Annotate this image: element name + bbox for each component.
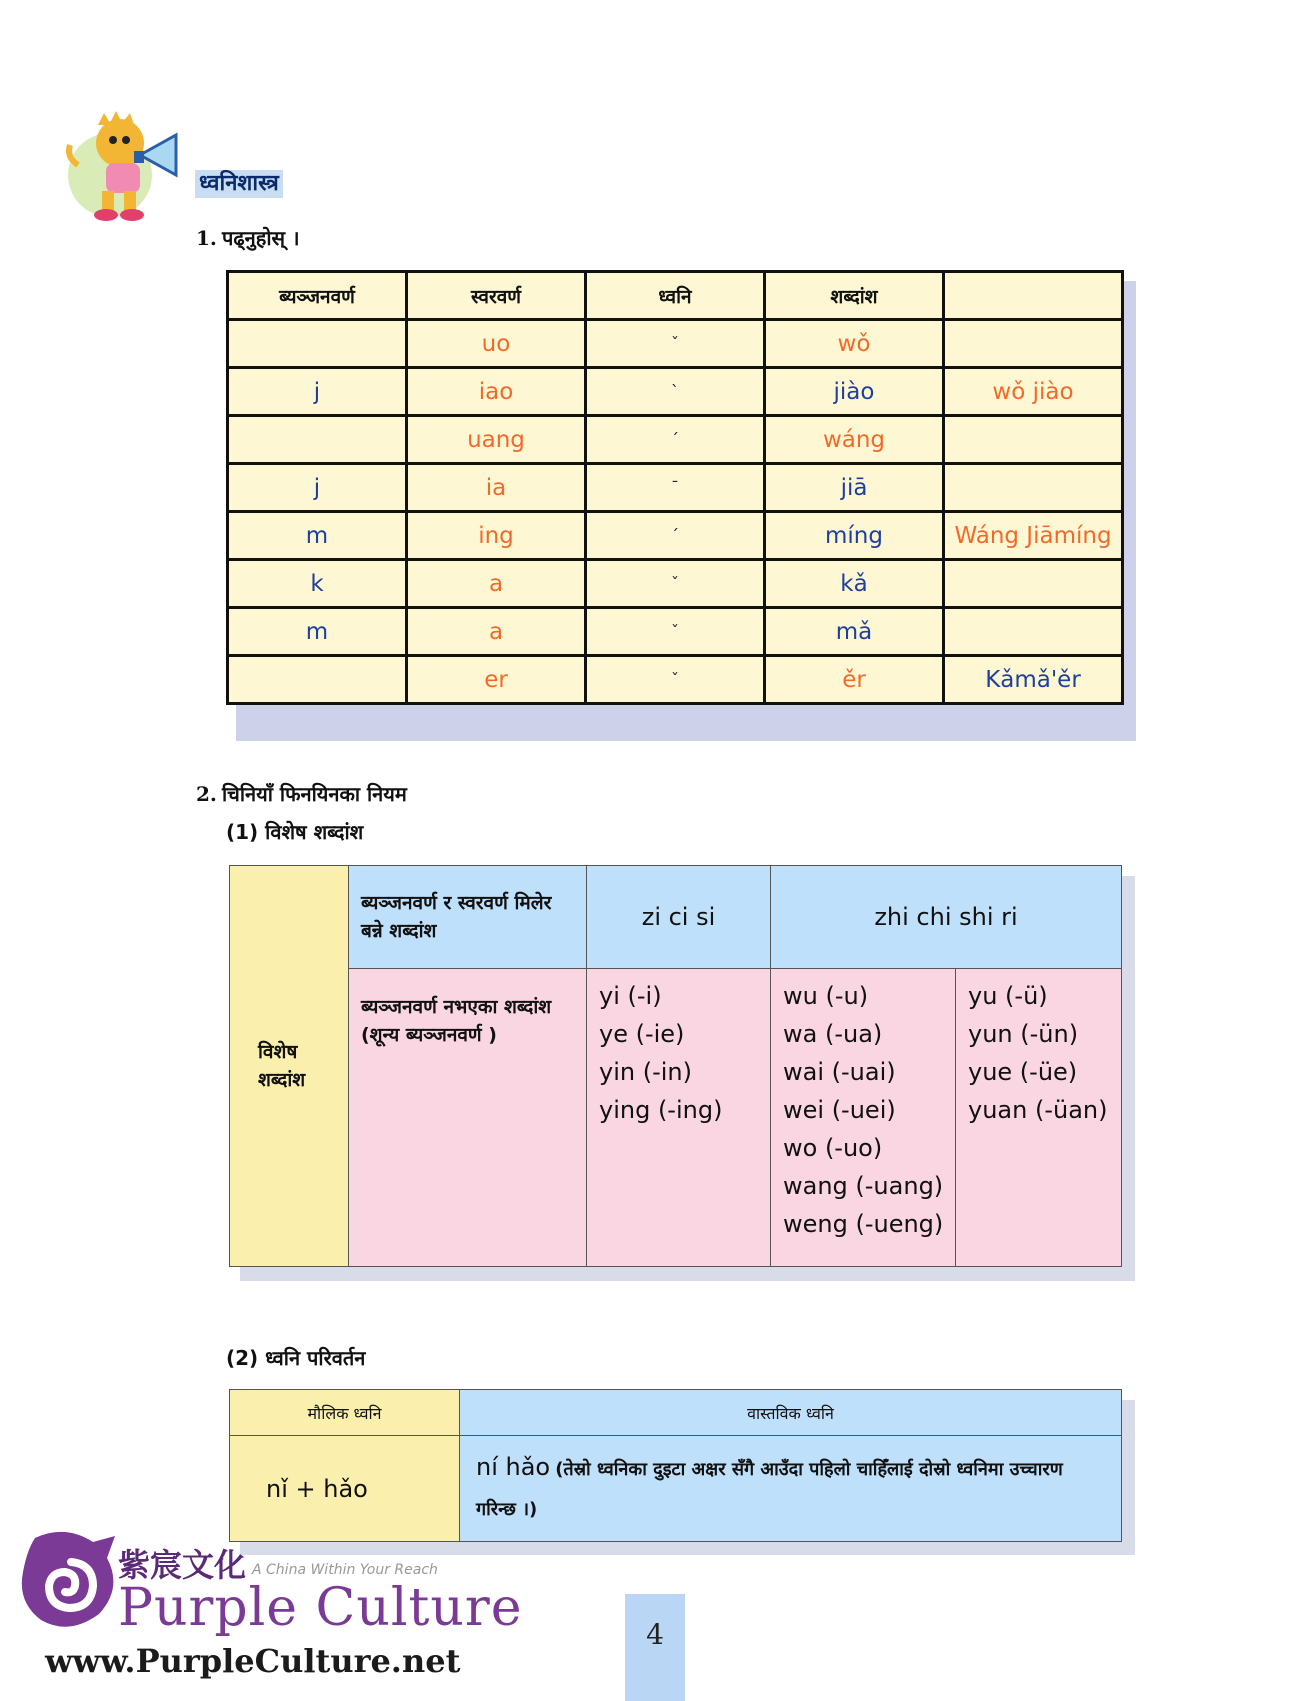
header-word [944, 272, 1123, 320]
list-item: yi (-i) [599, 982, 662, 1010]
list-item: yuan (-üan) [968, 1096, 1108, 1124]
table-row [228, 656, 1123, 704]
cell-tone: ˋ [586, 368, 765, 416]
question-1-heading [196, 224, 300, 251]
cell-consonant [228, 656, 407, 704]
cell-word [944, 416, 1123, 464]
cell-syllable: míng [765, 512, 944, 560]
tone-change-table [229, 1389, 1122, 1542]
cell-word [944, 608, 1123, 656]
question-label: पढ्नुहोस् । [221, 226, 300, 250]
list-item: ying (-ing) [599, 1096, 723, 1124]
list-item: yu (-ü) [968, 982, 1048, 1010]
brand-name: Purple Culture [118, 1578, 523, 1638]
zcsr-cell: zhi chi shi ri [771, 866, 1122, 969]
header-vowel: स्वरवर्ण [407, 272, 586, 320]
y-list-cell [587, 969, 771, 1267]
list-item: wai (-uai) [783, 1058, 896, 1086]
cell-tone: ˊ [586, 416, 765, 464]
row-header-special: विशेष शब्दांश [230, 866, 349, 1267]
cell-word: Kǎmǎ'ěr [944, 656, 1123, 704]
table-row [228, 368, 1123, 416]
header-actual-sound: वास्तविक ध्वनि [460, 1390, 1122, 1436]
cell-vowel: uang [407, 416, 586, 464]
cell-tone: ˇ [586, 656, 765, 704]
list-item: weng (-ueng) [783, 1210, 944, 1238]
cell-syllable: mǎ [765, 608, 944, 656]
brand-url: www.PurpleCulture.net [45, 1642, 461, 1680]
actual-pinyin: ní hǎo [476, 1453, 551, 1481]
cell-vowel: a [407, 608, 586, 656]
table-row [228, 320, 1123, 368]
cell-tone: ˇ [586, 608, 765, 656]
cell-consonant [228, 320, 407, 368]
question-label: चिनियाँ फिनयिनका नियम [221, 782, 407, 806]
list-item: ye (-ie) [599, 1020, 685, 1048]
cell-consonant [228, 416, 407, 464]
cell-vowel: uo [407, 320, 586, 368]
question-number: 2. [196, 782, 217, 806]
cell-word: Wáng Jiāmíng [944, 512, 1123, 560]
actual-sound-cell [460, 1436, 1122, 1542]
w-list-cell [771, 969, 956, 1267]
yu-list-cell [956, 969, 1122, 1267]
purple-culture-logo-icon [15, 1528, 123, 1636]
list-item: yun (-ün) [968, 1020, 1079, 1048]
brand-tagline: A China Within Your Reach [252, 1562, 438, 1578]
cell-vowel: ia [407, 464, 586, 512]
subsection-2-heading: (2) ध्वनि परिवर्तन [226, 1346, 366, 1370]
cell-vowel: a [407, 560, 586, 608]
top-label-cell: ब्यञ्जनवर्ण र स्वरवर्ण मिलेर बन्ने शब्दांश [349, 866, 587, 969]
cell-vowel: er [407, 656, 586, 704]
question-number: 1. [196, 226, 217, 250]
cell-consonant: m [228, 608, 407, 656]
question-2-heading [196, 780, 407, 807]
list-item: yue (-üe) [968, 1058, 1078, 1086]
bottom-label-cell: ब्यञ्जनवर्ण नभएका शब्दांश (शून्य ब्यञ्जनवर्ण ) [349, 969, 587, 1267]
subsection-1-heading: (1) विशेष शब्दांश [226, 820, 364, 844]
cell-word [944, 560, 1123, 608]
header-original-sound: मौलिक ध्वनि [230, 1390, 460, 1436]
cell-syllable: wáng [765, 416, 944, 464]
header-tone: ध्वनि [586, 272, 765, 320]
syllable-table [226, 270, 1124, 705]
cell-consonant: m [228, 512, 407, 560]
table-row [228, 608, 1123, 656]
table-row [228, 416, 1123, 464]
cell-syllable: ěr [765, 656, 944, 704]
table-header-row [228, 272, 1123, 320]
cell-syllable: wǒ [765, 320, 944, 368]
cell-vowel: iao [407, 368, 586, 416]
special-syllables-table [229, 865, 1122, 1267]
page-number: 4 [646, 1618, 664, 1651]
list-item: wa (-ua) [783, 1020, 883, 1048]
cell-syllable: jiā [765, 464, 944, 512]
cell-word [944, 464, 1123, 512]
table-row [228, 560, 1123, 608]
header-syllable: शब्दांश [765, 272, 944, 320]
mascot-illustration [58, 105, 198, 225]
section-heading: ध्वनिशास्त्र [195, 170, 283, 198]
original-sound-cell: nǐ + hǎo [230, 1436, 460, 1542]
cell-tone: ˇ [586, 560, 765, 608]
list-item: wu (-u) [783, 982, 869, 1010]
cell-word: wǒ jiào [944, 368, 1123, 416]
cell-consonant: j [228, 368, 407, 416]
cell-tone: ˉ [586, 464, 765, 512]
cell-tone: ˊ [586, 512, 765, 560]
list-item: wang (-uang) [783, 1172, 944, 1200]
cell-tone: ˇ [586, 320, 765, 368]
actual-note: (तेस्रो ध्वनिका दुइटा अक्षर सँगै आउँदा पहिलो चाहिँलाई दोस्रो ध्वनिमा उच्चारण गरिन्छ ।) [476, 1459, 1063, 1520]
table-row [228, 512, 1123, 560]
cell-syllable: kǎ [765, 560, 944, 608]
table-row [228, 464, 1123, 512]
zcs-cell: zi ci si [587, 866, 771, 969]
list-item: wo (-uo) [783, 1134, 883, 1162]
cell-syllable: jiào [765, 368, 944, 416]
cell-consonant: j [228, 464, 407, 512]
header-consonant: ब्यञ्जनवर्ण [228, 272, 407, 320]
list-item: wei (-uei) [783, 1096, 896, 1124]
cell-word [944, 320, 1123, 368]
brand-chinese-name: 紫宸文化 [118, 1546, 247, 1584]
cell-consonant: k [228, 560, 407, 608]
cell-vowel: ing [407, 512, 586, 560]
list-item: yin (-in) [599, 1058, 692, 1086]
